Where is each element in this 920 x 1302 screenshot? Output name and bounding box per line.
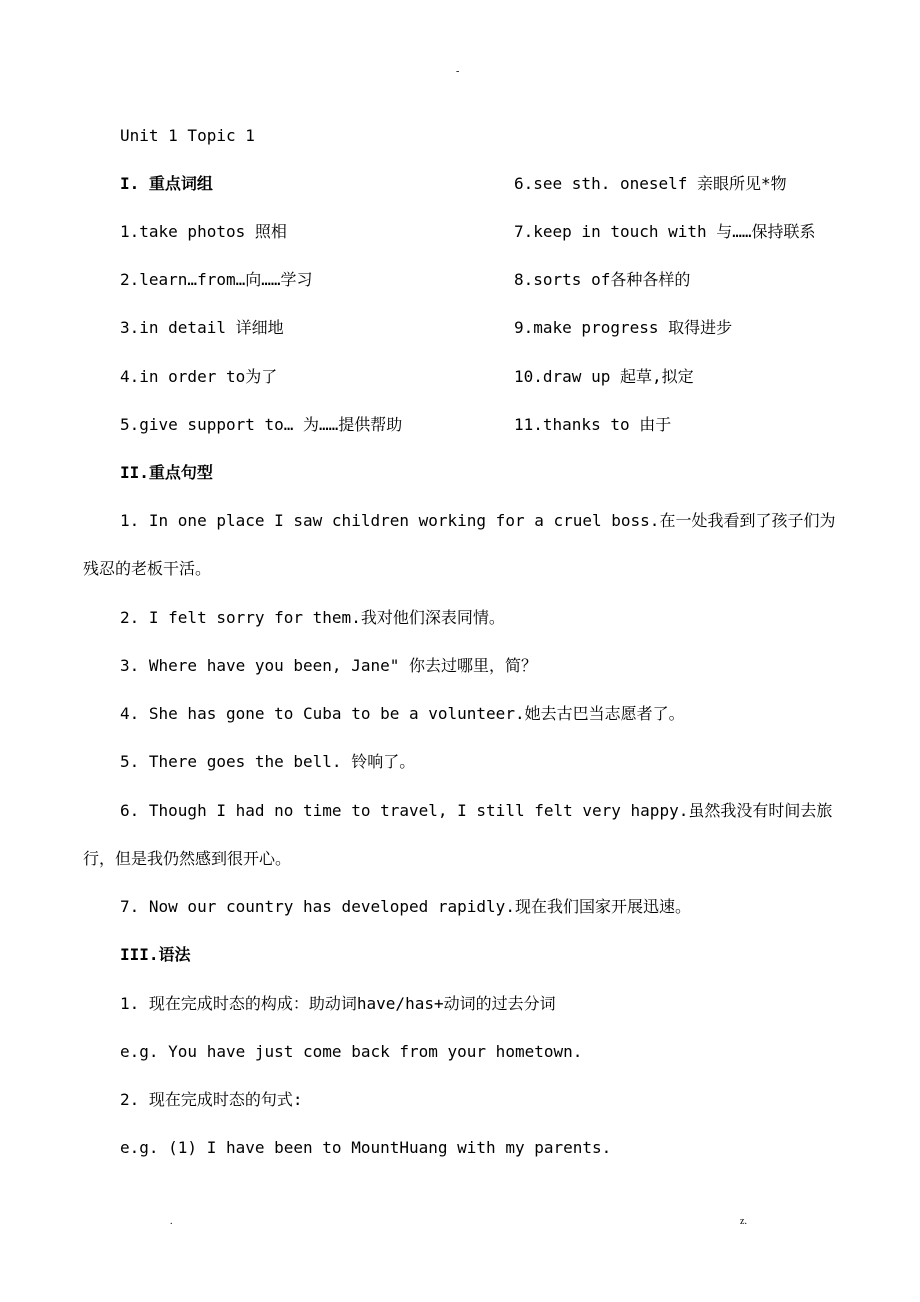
phrase-item: 11.thanks to 由于 xyxy=(514,415,672,434)
section-heading-phrases: I. 重点词组 xyxy=(120,174,213,193)
sentence-line: 行，但是我仍然感到很开心。 xyxy=(83,849,292,868)
phrase-item: 7.keep in touch with 与……保持联系 xyxy=(514,222,816,241)
phrase-item: 1.take photos 照相 xyxy=(120,222,287,241)
grammar-line: e.g. (1) I have been to MountHuang with my parents. xyxy=(120,1138,612,1157)
phrase-item: 3.in detail 详细地 xyxy=(120,318,284,337)
grammar-line: 1. 现在完成时态的构成：助动词have/has+动词的过去分词 xyxy=(120,994,556,1013)
phrase-item: 9.make progress 取得进步 xyxy=(514,318,733,337)
footer-left-mark: . xyxy=(170,1216,173,1227)
phrase-item: 5.give support to… 为……提供帮助 xyxy=(120,415,403,434)
phrase-item: 6.see sth. oneself 亲眼所见*物 xyxy=(514,174,787,193)
grammar-line: e.g. You have just come back from your hometown. xyxy=(120,1042,583,1061)
sentence-line: 2. I felt sorry for them.我对他们深表同情。 xyxy=(120,608,505,627)
phrase-item: 4.in order to为了 xyxy=(120,367,278,386)
sentence-line: 4. She has gone to Cuba to be a volunteer.她去古巴当志愿者了。 xyxy=(120,704,685,723)
phrase-item: 2.learn…from…向……学习 xyxy=(120,270,313,289)
phrase-item: 8.sorts of各种各样的 xyxy=(514,270,691,289)
sentence-line: 7. Now our country has developed rapidly.现在我们国家开展迅速。 xyxy=(120,897,691,916)
header-mark: - xyxy=(456,66,460,77)
sentence-line: 6. Though I had no time to travel, I still felt very happy.虽然我没有时间去旅 xyxy=(120,801,833,820)
sentence-line: 5. There goes the bell. 铃响了。 xyxy=(120,752,416,771)
grammar-line: 2. 现在完成时态的句式: xyxy=(120,1090,303,1109)
section-heading-grammar: III.语法 xyxy=(120,945,191,964)
footer-right-mark: z. xyxy=(740,1216,747,1227)
section-heading-sentences: II.重点句型 xyxy=(120,463,213,482)
sentence-line: 残忍的老板干活。 xyxy=(83,559,212,578)
phrase-item: 10.draw up 起草,拟定 xyxy=(514,367,694,386)
page-title: Unit 1 Topic 1 xyxy=(120,126,255,145)
sentence-line: 1. In one place I saw children working for a cruel boss.在一处我看到了孩子们为 xyxy=(120,511,836,530)
sentence-line: 3. Where have you been, Jane" 你去过哪里，简？ xyxy=(120,656,537,675)
